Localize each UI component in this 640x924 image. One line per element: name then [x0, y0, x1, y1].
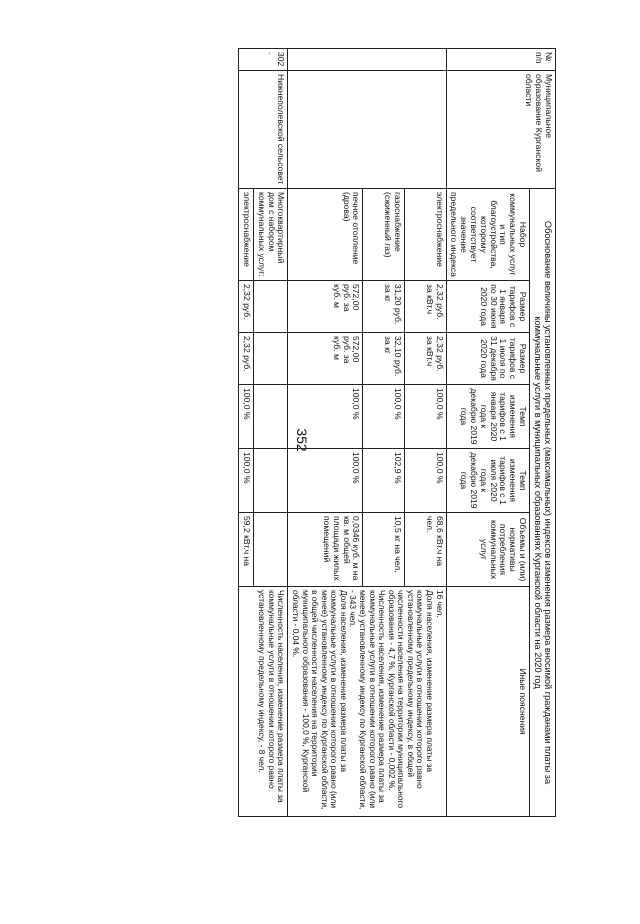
- table-row: [404, 49, 446, 817]
- header-tariff1: Размер тарифов с 1 января по 30 июня 2020 года: [446, 281, 529, 333]
- cell-notes: Численность населения, изменение размера платы за коммунальные услуги в отношении которого равно установленному предельному индексу, - 8 чел.: [239, 587, 288, 817]
- table-row: [254, 49, 288, 817]
- cell-rate2: 100,0 %: [288, 449, 363, 513]
- cell-tariff1: 2,32 руб. за кВт.ч: [404, 281, 446, 333]
- cell-set: электроснабжение: [404, 189, 446, 281]
- cell-empty: [254, 449, 288, 513]
- cell-notes: 16 чел. Доля населения, изменение размера платы за коммунальные услуги в отношении которого равно установленному предельному индексу, в общей численности населения на территории муниципального образования - 4,7 %, Курганской области - 0,002 %. Численность населения, изменение размера платы за коммунальные услуги в отношении которого равно (или менее) установленному индексу по Курганской области, - 343 чел. Доля населения, изменение размера платы за коммунальные услуги в отношении которого равно (или менее) установленному индексу по Курганской области, в общей численности населения на территории муниципального образования - 100,0 %, Курганской области - 0,04 %.: [288, 587, 446, 817]
- cell-volume: 68,6 кВт.ч на чел.: [404, 513, 446, 587]
- header-num: № п/п: [446, 49, 555, 71]
- cell-tariff2: 572,00 руб. за куб. м: [288, 333, 363, 385]
- header-notes: Иные пояснения: [446, 587, 529, 817]
- cell-rate1: 100,0 %: [404, 385, 446, 449]
- cell-rate1: 100,0 %: [239, 385, 254, 449]
- cell-set-header: Многоквартирный дом с набором коммунальных услуг:: [254, 189, 288, 281]
- cell-empty: [254, 513, 288, 587]
- cell-volume: 59,2 кВт.ч на: [239, 513, 254, 587]
- cell-tariff1: 572,00 руб. за куб. м: [288, 281, 363, 333]
- header-set: Набор коммунальных услуг и тип благоустройства, которому соответствует значение предельного индекса: [446, 189, 529, 281]
- cell-set: газоснабжение (сжиженный газ): [363, 189, 405, 281]
- cell-tariff2: 2,32 руб. за кВт.ч: [404, 333, 446, 385]
- cell-tariff1: 2,32 руб.: [239, 281, 254, 333]
- header-volume: Объемы и (или) нормативы потребления коммунальных услуг: [446, 513, 529, 587]
- header-mo: Муниципальное образование Курганской области: [446, 71, 555, 189]
- cell-mo: Нижнеполевской сельсовет: [239, 71, 288, 189]
- cell-volume: 10,5 кг на чел.: [363, 513, 405, 587]
- cell-empty: [254, 333, 288, 385]
- cell-set: электроснабжение: [239, 189, 254, 281]
- cell-tariff1: 31,20 руб. за кг: [363, 281, 405, 333]
- cell-volume: 0,0346 куб. м на кв. м общей площади жилых помещений: [288, 513, 363, 587]
- cell-empty-num: [288, 49, 446, 71]
- table-title: Обоснование величины установленных предельных (максимальных) индексов изменения размера вносимой гражданами платы за коммунальные услуги в муниципальных образованиях Курганской области на 2020 год: [530, 189, 556, 817]
- cell-empty-mo: [288, 71, 446, 189]
- cell-rate1: 100,0 %: [288, 385, 363, 449]
- cell-empty: [254, 385, 288, 449]
- rotated-table-container: [16, 48, 556, 924]
- cell-rate2: 102,9 %: [363, 449, 405, 513]
- header-rate2: Темп изменения тарифов с 1 июля 2020 года к декабрю 2019 года: [446, 449, 529, 513]
- cell-rate2: 100,0 %: [404, 449, 446, 513]
- cell-rate2: 100,0 %: [239, 449, 254, 513]
- cell-rate1: 100,0 %: [363, 385, 405, 449]
- header-rate1: Темп изменения тарифов с 1 января 2020 года к декабрю 2019 года: [446, 385, 529, 449]
- cell-empty: [254, 281, 288, 333]
- cell-tariff2: 32,10 руб. за кг: [363, 333, 405, 385]
- page-number: 352: [294, 428, 310, 452]
- cell-num: 302.: [239, 49, 288, 71]
- cell-tariff2: 2,32 руб.: [239, 333, 254, 385]
- cell-set: печное отопление (дрова): [288, 189, 363, 281]
- header-tariff2: Размер тарифов с 1 июля по 31 декабря 2020 года: [446, 333, 529, 385]
- tariff-table: [238, 48, 556, 817]
